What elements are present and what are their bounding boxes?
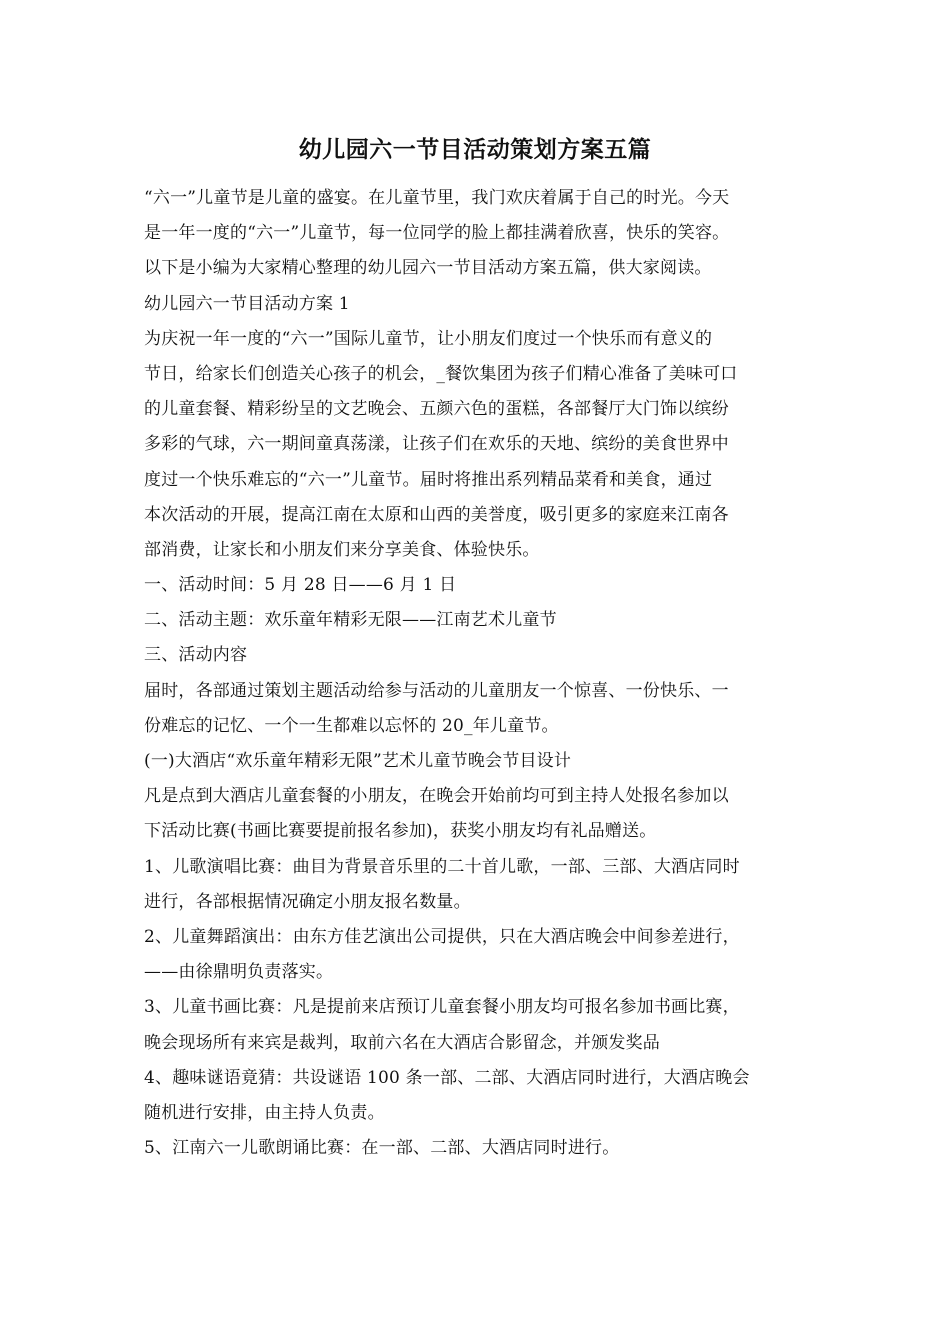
text-line: 随机进行安排，由主持人负责。 bbox=[144, 1102, 385, 1123]
text-line: 部消费，让家长和小朋友们来分享美食、体验快乐。 bbox=[144, 539, 540, 560]
text-line: 1、儿歌演唱比赛：曲目为背景音乐里的二十首儿歌，一部、三部、大酒店同时 bbox=[144, 856, 740, 877]
text-line: 份难忘的记忆、一个一生都难以忘怀的 20_年儿童节。 bbox=[144, 715, 559, 736]
text-line: 度过一个快乐难忘的“六一”儿童节。届时将推出系列精品菜肴和美食，通过 bbox=[144, 469, 713, 490]
section-heading: 幼儿园六一节目活动方案 1 bbox=[144, 293, 350, 314]
text-line: 凡是点到大酒店儿童套餐的小朋友，在晚会开始前均可到主持人处报名参加以 bbox=[144, 786, 729, 807]
text-line: 多彩的气球，六一期间童真荡漾，让孩子们在欢乐的天地、缤纷的美食世界中 bbox=[144, 434, 729, 455]
text-line: 本次活动的开展，提高江南在太原和山西的美誉度，吸引更多的家庭来江南各 bbox=[144, 504, 729, 525]
document-body bbox=[144, 181, 819, 1166]
text-line: 是一年一度的“六一”儿童节，每一位同学的脸上都挂满着欣喜，快乐的笑容。 bbox=[144, 223, 730, 244]
text-line: 进行，各部根据情况确定小朋友报名数量。 bbox=[144, 891, 471, 912]
text-line: 二、活动主题：欢乐童年精彩无限——江南艺术儿童节 bbox=[144, 610, 557, 631]
text-line: 一、活动时间：5 月 28 日——6 月 1 日 bbox=[144, 575, 457, 596]
text-line: ——由徐鼎明负责落实。 bbox=[144, 962, 334, 983]
text-line: 的儿童套餐、精彩纷呈的文艺晚会、五颜六色的蛋糕，各部餐厅大门饰以缤纷 bbox=[144, 399, 729, 420]
text-line: 晚会现场所有来宾是裁判，取前六名在大酒店合影留念，并颁发奖品 bbox=[144, 1032, 660, 1053]
text-line: 2、儿童舞蹈演出：由东方佳艺演出公司提供，只在大酒店晚会中间参差进行， bbox=[144, 926, 740, 947]
text-line: 3、儿童书画比赛：凡是提前来店预订儿童套餐小朋友均可报名参加书画比赛， bbox=[144, 997, 740, 1018]
document-title: 幼儿园六一节目活动策划方案五篇 bbox=[298, 136, 652, 163]
text-line: 下活动比赛(书画比赛要提前报名参加)，获奖小朋友均有礼品赠送。 bbox=[144, 821, 657, 842]
text-line: 届时，各部通过策划主题活动给参与活动的儿童朋友一个惊喜、一份快乐、一 bbox=[144, 680, 729, 701]
text-line: 5、江南六一儿歌朗诵比赛：在一部、二部、大酒店同时进行。 bbox=[144, 1138, 620, 1159]
text-line: 为庆祝一年一度的“六一”国际儿童节，让小朋友们度过一个快乐而有意义的 bbox=[144, 328, 713, 349]
text-line: 节日，给家长们创造关心孩子的机会，_餐饮集团为孩子们精心准备了美味可口 bbox=[144, 363, 738, 384]
text-line: 三、活动内容 bbox=[144, 645, 248, 666]
text-line: 以下是小编为大家精心整理的幼儿园六一节目活动方案五篇，供大家阅读。 bbox=[144, 258, 712, 279]
text-line: “六一”儿童节是儿童的盛宴。在儿童节里，我门欢庆着属于自己的时光。今天 bbox=[144, 188, 730, 208]
text-line: 4、趣味谜语竟猜：共设谜语 100 条一部、二部、大酒店同时进行，大酒店晚会 bbox=[144, 1067, 750, 1088]
text-line: (一)大酒店“欢乐童年精彩无限”艺术儿童节晚会节目设计 bbox=[144, 751, 572, 771]
